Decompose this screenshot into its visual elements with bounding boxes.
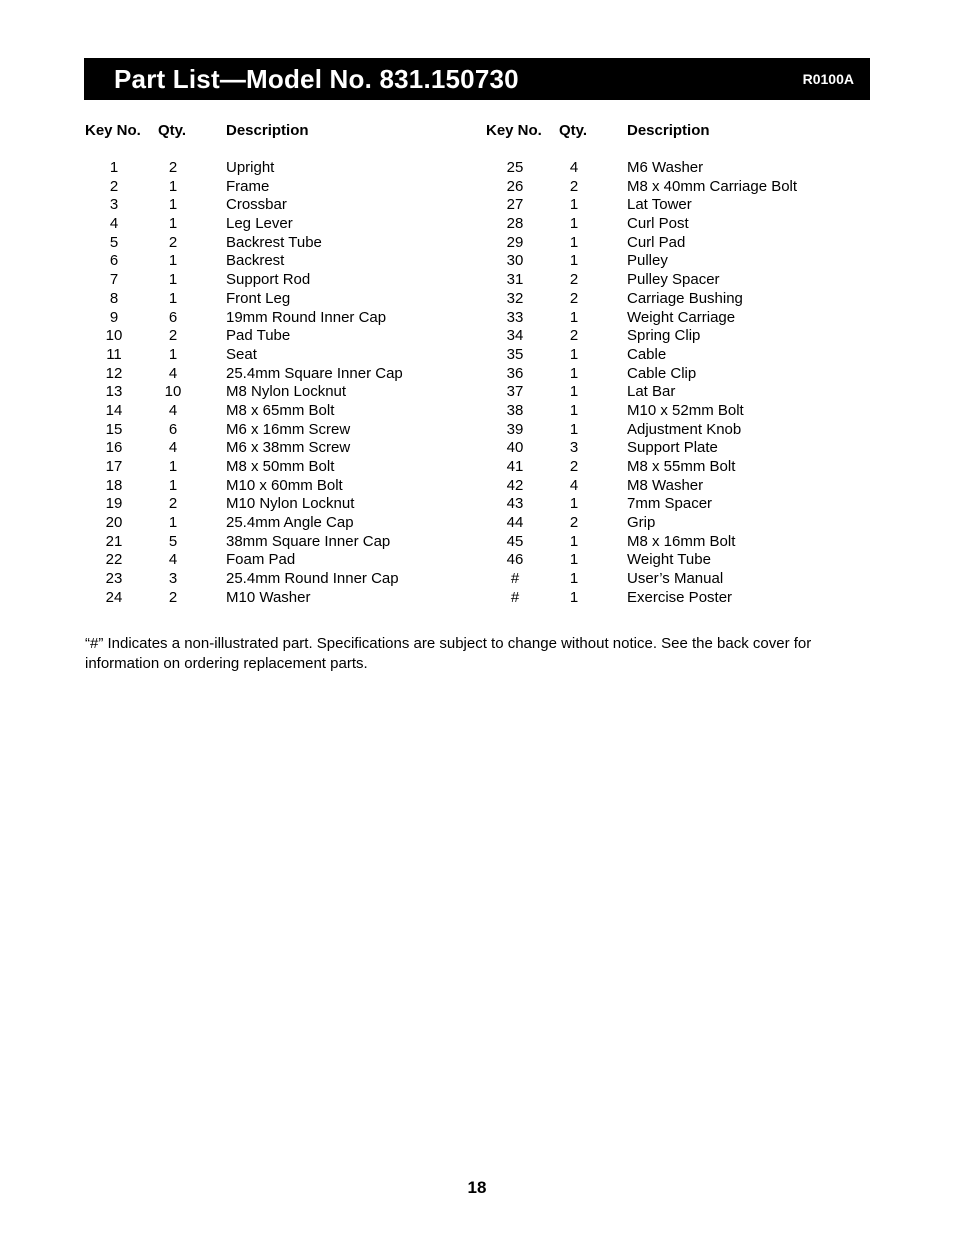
table-row (486, 514, 866, 533)
table-row (486, 402, 866, 421)
table-row (486, 309, 866, 328)
part-qty: 1 (569, 420, 579, 438)
part-qty: 4 (168, 551, 178, 569)
part-key-no: 40 (506, 439, 524, 457)
part-qty: 2 (569, 289, 579, 307)
part-key-no: 26 (506, 177, 524, 195)
part-description: Backrest (226, 252, 285, 270)
part-qty: 3 (168, 570, 178, 588)
table-row (85, 159, 465, 178)
table-row (85, 365, 465, 384)
table-header (85, 121, 465, 141)
title-bar (84, 58, 870, 100)
part-key-no: 15 (105, 420, 123, 438)
part-description: Pulley Spacer (627, 271, 720, 289)
part-description: Curl Post (627, 215, 689, 233)
table-row (85, 458, 465, 477)
key-no-header: Key No. (486, 122, 542, 139)
part-description: M8 Nylon Locknut (226, 383, 347, 401)
part-description: Adjustment Knob (627, 420, 742, 438)
part-description: M8 x 50mm Bolt (226, 458, 335, 475)
part-key-no: 11 (106, 345, 122, 363)
part-qty: 1 (569, 308, 579, 326)
part-description: M8 Washer (627, 476, 704, 494)
part-description: 7mm Spacer (627, 495, 713, 513)
part-key-no: 14 (105, 401, 123, 419)
footnote: “#” Indicates a non-illustrated part. Specifications are subject to change without notice. See the back cover for information on ordering replacement parts. (85, 635, 812, 672)
part-key-no: 33 (506, 308, 524, 326)
table-row (85, 290, 465, 309)
part-description: Leg Lever (226, 215, 293, 233)
part-key-no: 16 (105, 439, 123, 457)
part-qty: 1 (569, 233, 579, 251)
table-row (486, 271, 866, 290)
part-description: 19mm Round Inner Cap (226, 308, 387, 326)
table-row (486, 439, 866, 458)
part-qty: 1 (569, 252, 579, 270)
part-description: Frame (226, 177, 270, 195)
part-key-no: 37 (506, 383, 524, 401)
part-key-no: 31 (506, 271, 524, 289)
table-row (85, 495, 465, 514)
table-row (486, 589, 866, 608)
table-row (85, 234, 465, 253)
key-no-header: Key No. (85, 122, 141, 139)
part-description: M6 x 16mm Screw (226, 420, 351, 438)
part-qty: 1 (569, 551, 579, 569)
part-description: Grip (627, 514, 656, 532)
part-qty: 2 (168, 588, 178, 606)
part-qty: 2 (569, 177, 579, 195)
part-qty: 1 (569, 215, 579, 233)
part-qty: 1 (168, 345, 178, 363)
part-key-no: 36 (506, 364, 524, 382)
table-row (486, 327, 866, 346)
part-qty: 6 (168, 308, 178, 326)
table-header (486, 121, 866, 141)
part-key-no: 19 (105, 495, 123, 513)
part-qty: 1 (569, 196, 579, 214)
table-row (486, 551, 866, 570)
part-qty: 1 (168, 252, 178, 270)
part-description: Exercise Poster (627, 588, 733, 606)
part-qty: 1 (168, 458, 178, 475)
qty-header: Qty. (559, 122, 588, 139)
part-key-no: 7 (109, 271, 119, 289)
table-row (85, 196, 465, 215)
part-description: Support Plate (627, 439, 718, 457)
part-qty: 2 (168, 327, 178, 345)
part-key-no: 8 (109, 289, 119, 307)
table-row (486, 252, 866, 271)
part-key-no: 22 (105, 551, 123, 569)
part-description: Crossbar (226, 196, 287, 214)
table-row (85, 215, 465, 234)
part-description: M10 Nylon Locknut (226, 495, 355, 513)
part-key-no: 20 (105, 514, 123, 532)
table-row (486, 178, 866, 197)
table-row (85, 533, 465, 552)
part-key-no: 29 (506, 233, 524, 251)
part-qty: 1 (168, 215, 178, 233)
table-row (85, 252, 465, 271)
table-row (486, 495, 866, 514)
part-description: Curl Pad (627, 233, 686, 251)
part-key-no: # (510, 588, 520, 606)
part-key-no: 32 (506, 289, 524, 307)
part-description: M10 Washer (226, 588, 311, 606)
part-description: 38mm Square Inner Cap (226, 532, 391, 550)
part-qty: 1 (569, 401, 579, 419)
part-description: 25.4mm Angle Cap (226, 514, 354, 532)
table-row (486, 196, 866, 215)
description-header: Description (627, 122, 710, 139)
table-row (85, 477, 465, 496)
table-row (85, 383, 465, 402)
parts-table-left (85, 121, 465, 606)
table-row (85, 327, 465, 346)
table-row (486, 346, 866, 365)
part-qty: 1 (168, 514, 178, 532)
part-description: 25.4mm Round Inner Cap (226, 570, 399, 588)
part-key-no: 34 (506, 327, 524, 345)
part-qty: 4 (168, 364, 178, 382)
part-key-no: 3 (109, 196, 119, 214)
qty-header: Qty. (158, 122, 187, 139)
part-key-no: 38 (506, 401, 524, 419)
page-title: Part List—Model No. 831.150730 (114, 64, 519, 94)
part-key-no: 18 (105, 476, 123, 494)
part-qty: 2 (168, 233, 178, 251)
part-description: Weight Tube (627, 551, 711, 569)
table-row (85, 421, 465, 440)
table-body (486, 159, 866, 608)
part-qty: 2 (569, 458, 579, 475)
part-qty: 1 (569, 532, 579, 550)
description-header: Description (226, 122, 309, 139)
part-key-no: 25 (506, 159, 524, 176)
part-qty: 1 (569, 383, 579, 401)
part-key-no: 46 (506, 551, 524, 569)
part-qty: 1 (168, 271, 178, 289)
part-qty: 1 (569, 364, 579, 382)
part-description: Foam Pad (226, 551, 296, 569)
table-row (85, 551, 465, 570)
part-key-no: 21 (105, 532, 123, 550)
part-description: Cable (627, 345, 667, 363)
part-description: Cable Clip (627, 364, 697, 382)
part-description: M8 x 40mm Carriage Bolt (627, 177, 798, 195)
part-qty: 1 (168, 177, 178, 195)
table-row (486, 570, 866, 589)
table-row (486, 365, 866, 384)
table-row (85, 178, 465, 197)
part-qty: 3 (569, 439, 579, 457)
part-description: Upright (226, 159, 275, 176)
table-body (85, 159, 465, 608)
part-qty: 10 (164, 383, 182, 401)
part-key-no: 35 (506, 345, 524, 363)
part-description: Lat Bar (627, 383, 676, 401)
part-key-no: 10 (105, 327, 123, 345)
part-key-no: 13 (105, 383, 123, 401)
part-key-no: 28 (506, 215, 524, 233)
part-key-no: 39 (506, 420, 524, 438)
part-key-no: 2 (109, 177, 119, 195)
table-row (486, 533, 866, 552)
part-key-no: 23 (105, 570, 123, 588)
part-qty: 1 (168, 476, 178, 494)
part-description: Weight Carriage (627, 308, 736, 326)
part-description: M8 x 55mm Bolt (627, 458, 736, 475)
part-qty: 2 (569, 271, 579, 289)
parts-table-right (486, 121, 866, 606)
part-key-no: 4 (109, 215, 119, 233)
table-row (486, 215, 866, 234)
table-row (486, 458, 866, 477)
table-row (85, 589, 465, 608)
part-description: M10 x 52mm Bolt (627, 401, 744, 419)
part-description: Pad Tube (226, 327, 291, 345)
part-qty: 1 (569, 345, 579, 363)
table-row (486, 421, 866, 440)
table-row (85, 346, 465, 365)
part-qty: 2 (569, 514, 579, 532)
table-row (85, 309, 465, 328)
part-qty: 4 (569, 159, 579, 176)
part-description: 25.4mm Square Inner Cap (226, 364, 403, 382)
part-key-no: 43 (506, 495, 524, 513)
part-qty: 1 (168, 196, 178, 214)
part-description: User’s Manual (627, 570, 724, 588)
part-key-no: 45 (506, 532, 524, 550)
table-row (486, 477, 866, 496)
part-key-no: 27 (506, 196, 524, 214)
table-row (486, 383, 866, 402)
part-key-no: 12 (105, 364, 123, 382)
part-description: M8 x 16mm Bolt (627, 532, 736, 550)
table-row (85, 570, 465, 589)
part-key-no: 17 (105, 458, 123, 475)
part-qty: 4 (168, 439, 178, 457)
part-key-no: # (510, 570, 520, 588)
part-key-no: 5 (109, 233, 119, 251)
part-qty: 5 (168, 532, 178, 550)
part-qty: 1 (569, 588, 579, 606)
table-row (85, 271, 465, 290)
part-key-no: 24 (105, 588, 123, 606)
table-row (486, 290, 866, 309)
part-description: Seat (226, 345, 257, 363)
part-qty: 2 (168, 159, 178, 176)
part-qty: 2 (168, 495, 178, 513)
table-row (486, 159, 866, 178)
part-description: Support Rod (226, 271, 311, 289)
part-description: Lat Tower (627, 196, 692, 214)
part-description: M10 x 60mm Bolt (226, 476, 343, 494)
table-row (85, 439, 465, 458)
part-qty: 4 (569, 476, 579, 494)
part-key-no: 44 (506, 514, 524, 532)
document-code: R0100A (802, 71, 854, 87)
table-row (486, 234, 866, 253)
part-qty: 4 (168, 401, 178, 419)
part-description: M6 x 38mm Screw (226, 439, 351, 457)
part-description: Carriage Bushing (627, 289, 743, 307)
part-qty: 6 (168, 420, 178, 438)
part-key-no: 1 (109, 159, 119, 176)
page-number: 18 (467, 1178, 487, 1197)
part-description: Backrest Tube (226, 233, 322, 251)
part-key-no: 41 (506, 458, 524, 475)
part-key-no: 42 (506, 476, 524, 494)
part-key-no: 9 (109, 308, 119, 326)
part-qty: 1 (569, 495, 579, 513)
table-row (85, 402, 465, 421)
part-qty: 2 (569, 327, 579, 345)
part-description: Pulley (627, 252, 668, 270)
part-key-no: 6 (109, 252, 119, 270)
part-description: Spring Clip (627, 327, 701, 345)
part-qty: 1 (168, 289, 178, 307)
part-description: M6 Washer (627, 159, 704, 176)
table-row (85, 514, 465, 533)
part-qty: 1 (569, 570, 579, 588)
part-key-no: 30 (506, 252, 524, 270)
part-description: Front Leg (226, 289, 291, 307)
part-description: M8 x 65mm Bolt (226, 401, 335, 419)
